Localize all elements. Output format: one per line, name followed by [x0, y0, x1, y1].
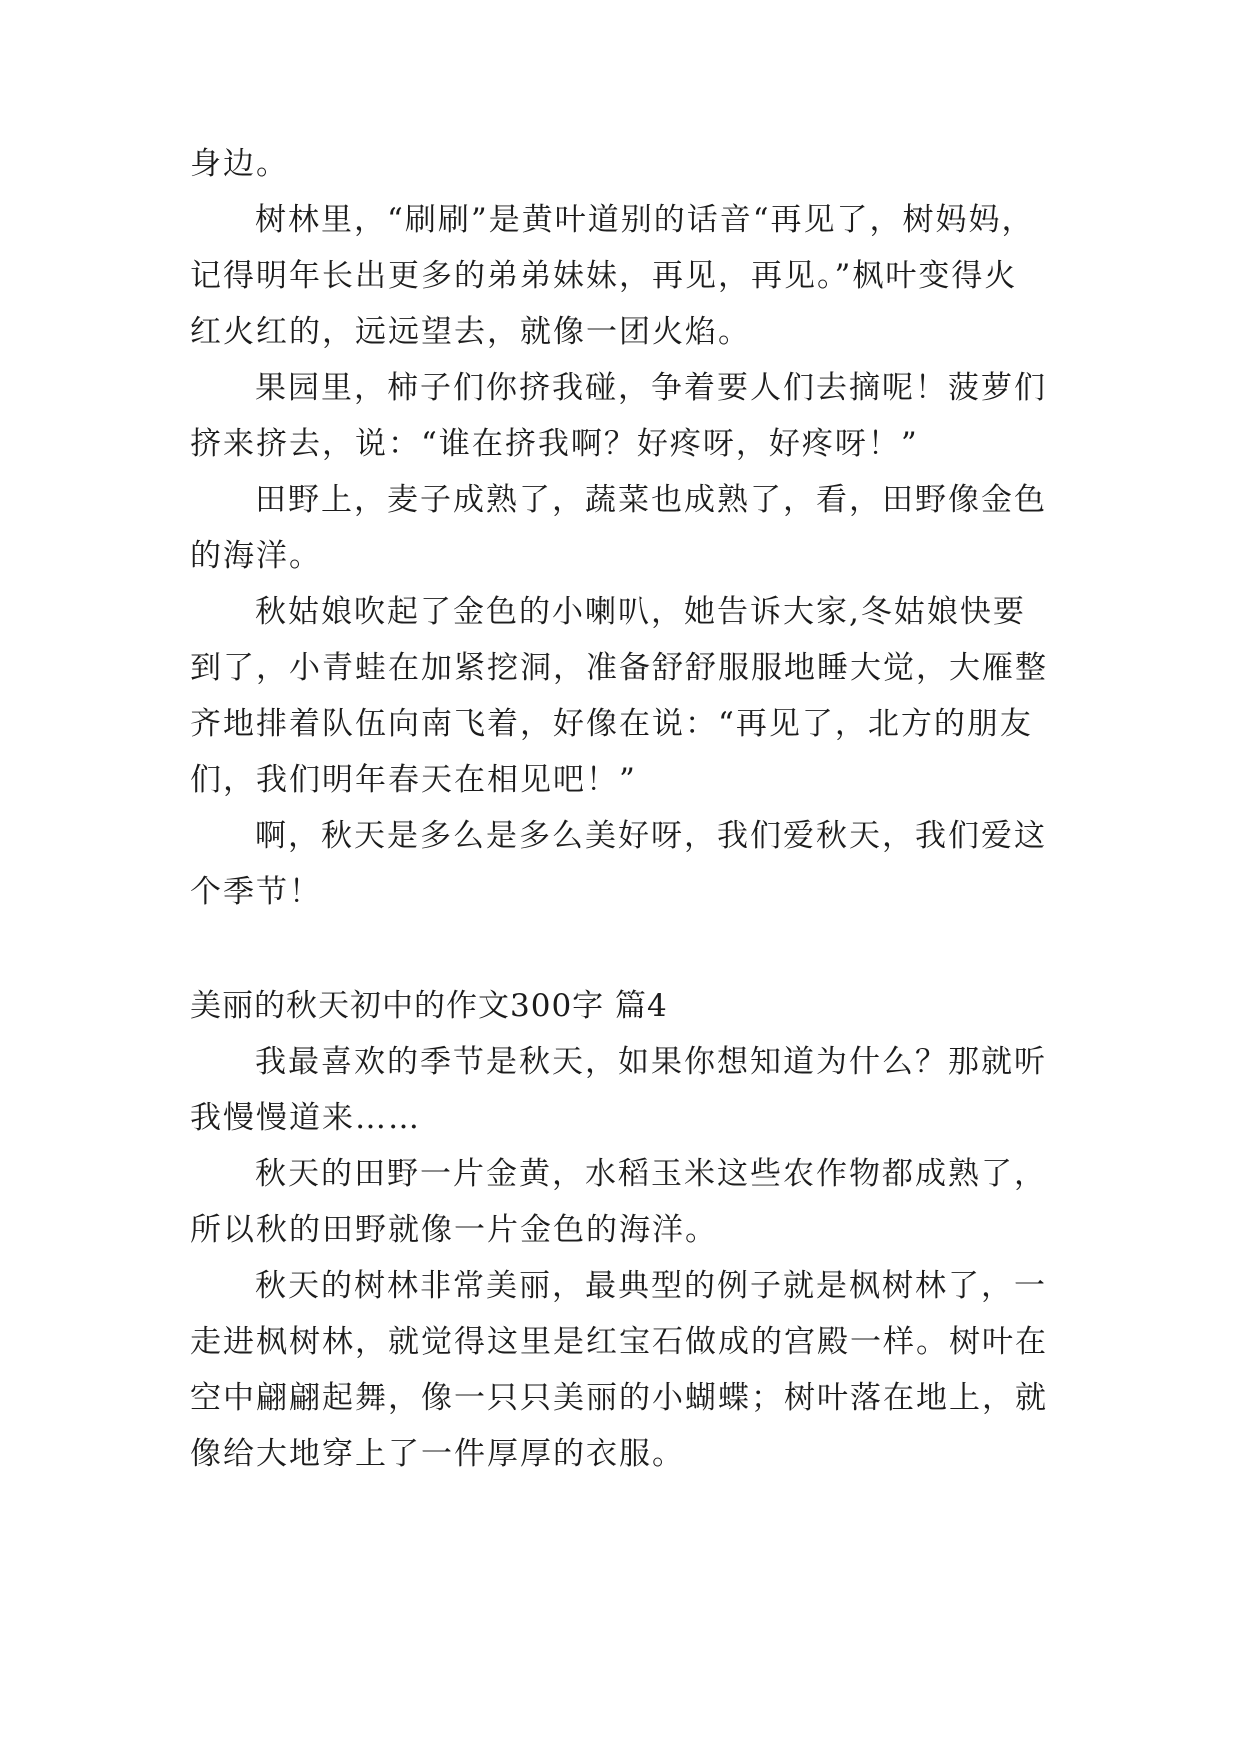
text-line: 田野上，麦子成熟了，蔬菜也成熟了，看，田野像金色	[255, 482, 1047, 518]
text-line: 齐地排着队伍向南飞着，好像在说：“再见了，北方的朋友	[190, 706, 1033, 742]
text-line: 所以秋的田野就像一片金色的海洋。	[190, 1212, 718, 1248]
text-line: 果园里，柿子们你挤我碰，争着要人们去摘呢！菠萝们	[255, 370, 1047, 406]
text-line: 秋天的树林非常美丽，最典型的例子就是枫树林了，一	[255, 1268, 1047, 1304]
text-line: 空中翩翩起舞，像一只只美丽的小蝴蝶；树叶落在地上，就	[190, 1380, 1048, 1416]
text-line: 走进枫树林，就觉得这里是红宝石做成的宫殿一样。树叶在	[190, 1324, 1048, 1360]
text-line: 到了，小青蛙在加紧挖洞，准备舒舒服服地睡大觉，大雁整	[190, 650, 1048, 686]
text-line: 啊，秋天是多么是多么美好呀，我们爱秋天，我们爱这	[255, 818, 1047, 854]
text-line: 挤来挤去，说：“谁在挤我啊？好疼呀，好疼呀！”	[190, 426, 919, 462]
text-line: 我慢慢道来……	[190, 1100, 421, 1136]
text-line: 们，我们明年春天在相见吧！”	[190, 762, 637, 798]
section-heading: 美丽的秋天初中的作文300字 篇4	[190, 988, 668, 1024]
text-line: 秋天的田野一片金黄，水稻玉米这些农作物都成熟了，	[255, 1156, 1047, 1192]
text-line: 我最喜欢的季节是秋天，如果你想知道为什么？那就听	[255, 1044, 1047, 1080]
text-line: 像给大地穿上了一件厚厚的衣服。	[190, 1436, 685, 1472]
text-line: 秋姑娘吹起了金色的小喇叭，她告诉大家,冬姑娘快要	[255, 594, 1026, 630]
text-line: 的海洋。	[190, 538, 322, 574]
text-line: 个季节！	[190, 874, 322, 910]
text-line: 树林里，“刷刷”是黄叶道别的话音“再见了，树妈妈，	[255, 202, 1035, 238]
text-line: 记得明年长出更多的弟弟妹妹，再见，再见。”枫叶变得火	[190, 258, 1018, 294]
text-line: 身边。	[190, 146, 289, 182]
text-line: 红火红的，远远望去，就像一团火焰。	[190, 314, 751, 350]
